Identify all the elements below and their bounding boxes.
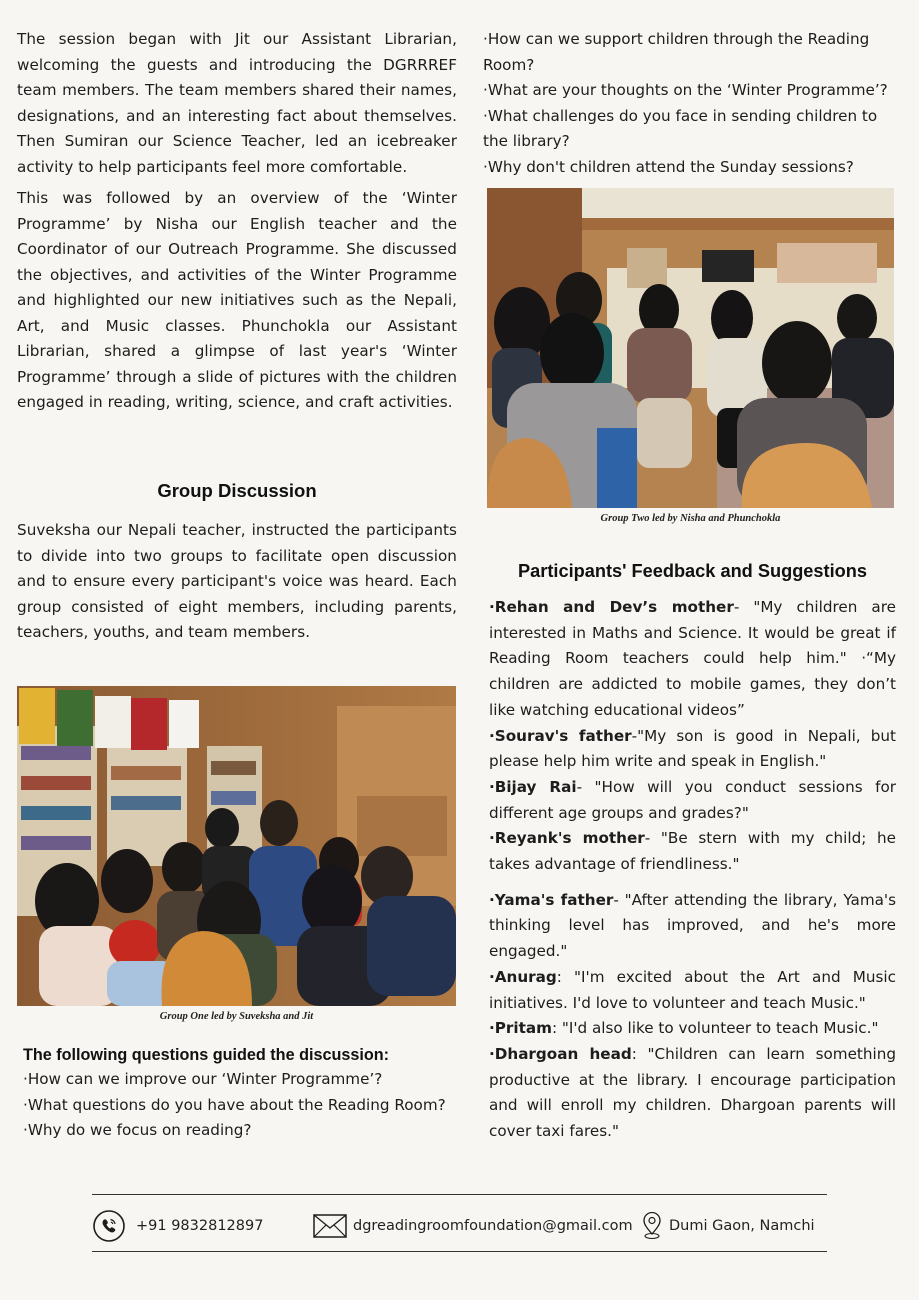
feedback-speaker: ·Anurag — [489, 967, 557, 986]
questions-heading: The following questions guided the discussion: — [23, 1046, 390, 1064]
intro-paragraph-1: The session began with Jit our Assistant Librarian, welcoming the guests and introducing the DGRRREF team members. The team members shared their names, designations, and an interesting fact about themselves. Then Sumiran our Science Teacher, led an icebreaker activity to help participants feel more comfortable. — [17, 30, 457, 176]
questions-section — [23, 1043, 461, 1144]
feedback-text: : "I'd also like to volunteer to teach Music." — [551, 1019, 879, 1038]
feedback-speaker: ·Yama's father — [489, 890, 614, 909]
group-one-caption: Group One led by Suveksha and Jit — [159, 1011, 314, 1022]
question-item: ·How can we support children through the Reading Room? — [483, 30, 870, 74]
feedback-speaker: ·Sourav's father — [489, 726, 632, 745]
feedback-text: - "My children are interested in Maths and Science. It would be great if Reading Room teachers could help him." ·“My children are addicted to mobile games, they don’t like watching educational videos” — [489, 598, 896, 719]
feedback-item — [489, 775, 896, 826]
feedback-speaker: ·Bijay Rai — [489, 777, 577, 796]
footer-location-text: Dumi Gaon, Namchi — [669, 1218, 815, 1234]
feedback-text: -"My son is good in Nepali, but please help him write and speak in English." — [489, 726, 896, 771]
feedback-speaker: ·Rehan and Dev’s mother — [489, 598, 734, 616]
footer-phone[interactable] — [92, 1208, 263, 1244]
questions-continued — [483, 27, 898, 180]
footer-location — [641, 1208, 815, 1244]
feedback-item — [489, 724, 896, 775]
feedback-heading: Participants' Feedback and Suggestions — [518, 561, 867, 581]
group-discussion-section — [17, 478, 457, 646]
group-two-photo — [487, 188, 894, 508]
group-discussion-paragraph: Suveksha our Nepali teacher, instructed the participants to divide into two groups to facilitate open discussion and to ensure every participant's voice was heard. Each group consisted of eight members, including parents, teachers, youths, and team members. — [17, 521, 457, 641]
feedback-speaker: ·Dhargoan head — [489, 1044, 632, 1063]
envelope-icon — [313, 1214, 347, 1238]
group-discussion-heading: Group Discussion — [157, 480, 317, 501]
footer-email[interactable] — [313, 1208, 633, 1244]
footer-phone-text: +91 9832812897 — [136, 1218, 264, 1234]
feedback-item — [489, 965, 896, 1016]
feedback-text: : "Children can learn something productive at the library. I encourage participation and will enroll my children. Dhargoan parents will cover taxi fares." — [489, 1044, 896, 1141]
footer-bottom-rule — [92, 1251, 827, 1252]
group-two-caption: Group Two led by Nisha and Phunchokla — [600, 513, 781, 524]
feedback-item — [489, 595, 896, 724]
feedback-text: : "I'm excited about the Art and Music initiatives. I'd love to volunteer and teach Music." — [489, 967, 896, 1012]
intro-section — [17, 27, 457, 416]
feedback-text: - "After attending the library, Yama's thinking level has improved, and he's more engaged." — [489, 890, 897, 961]
feedback-speaker: ·Reyank's mother — [489, 829, 645, 848]
intro-paragraph-2: This was followed by an overview of the ‘Winter Programme’ by Nisha our English teacher and the Coordinator of our Outreach Programme. She discussed the objectives, and activities of the Winter Programme and highlighted our new initiatives such as the Nepali, Art, and Music classes. Phunchokla our Assistant Librarian, shared a glimpse of last year's ‘Winter Programme’ through a slide of pictures with the children engaged in reading, writing, science, and craft activities. — [17, 189, 457, 411]
feedback-item — [489, 1016, 896, 1042]
feedback-speaker: ·Pritam — [489, 1019, 552, 1038]
feedback-item — [489, 888, 896, 965]
feedback-item — [489, 1042, 896, 1145]
question-item: ·What are your thoughts on the ‘Winter Programme’? — [483, 81, 888, 99]
feedback-section — [489, 557, 896, 1145]
group-one-photo-illustration — [17, 686, 456, 1006]
question-item: ·Why don't children attend the Sunday sessions? — [483, 157, 854, 176]
feedback-text: - "How will you conduct sessions for different age groups and grades?" — [489, 777, 897, 822]
group-two-photo-illustration — [487, 188, 894, 508]
feedback-text: - "Be stern with my child; he takes advantage of friendliness." — [489, 829, 896, 874]
question-item: ·How can we improve our ‘Winter Programme’? — [23, 1070, 383, 1088]
question-item: ·What challenges do you face in sending children to the library? — [483, 106, 878, 150]
footer-top-rule — [92, 1194, 827, 1195]
phone-icon — [92, 1209, 126, 1243]
feedback-item — [489, 826, 896, 877]
question-item: ·What questions do you have about the Reading Room? — [23, 1095, 446, 1114]
map-pin-icon — [641, 1212, 663, 1240]
group-one-photo — [17, 686, 456, 1006]
footer-email-text: dgreadingroomfoundation@gmail.com — [353, 1218, 633, 1234]
question-item: ·Why do we focus on reading? — [23, 1121, 252, 1139]
